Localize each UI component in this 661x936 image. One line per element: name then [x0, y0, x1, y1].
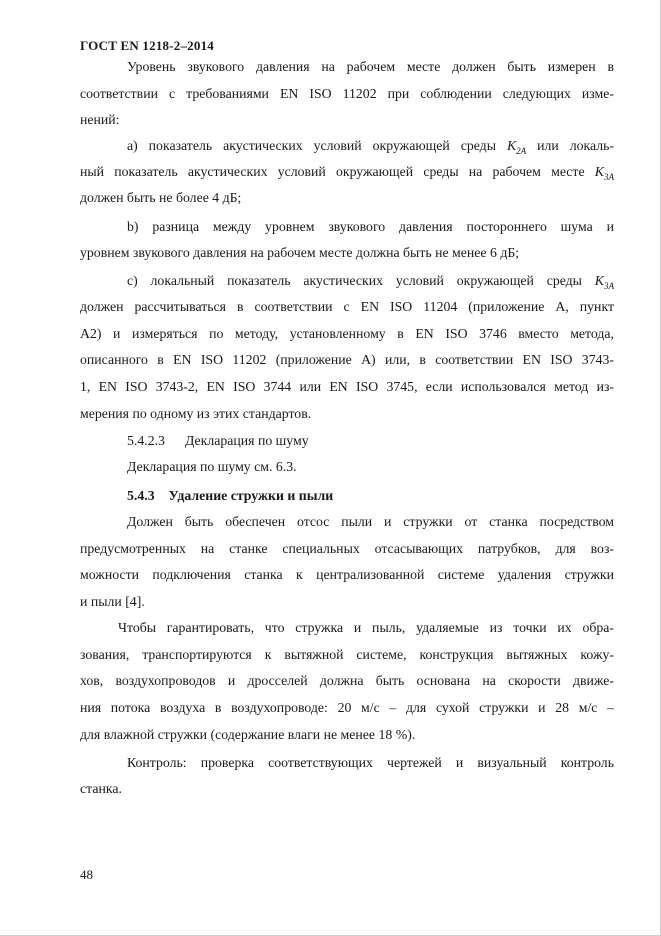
text-line: должен быть не более 4 дБ;	[80, 190, 242, 205]
text-line: описанного в EN ISO 11202 (приложение А) или, в соответствии EN ISO 3743-	[80, 352, 614, 367]
text-line: b) разница между уровнем звукового давления постороннего шума и	[127, 219, 614, 234]
text-line: А2) и измеряться по методу, установленному в EN ISO 3746 вместо метода,	[80, 326, 614, 341]
text-line: для влажной стружки (содержание влаги не менее 18 %).	[80, 727, 416, 742]
text-line: и пыли [4].	[80, 594, 145, 609]
page-number: 48	[80, 867, 93, 882]
text-line: ный показатель акустических условий окружающей среды на рабочем месте $K_{3A}$	[80, 164, 614, 182]
text-line: станка.	[80, 781, 122, 796]
text-line: Чтобы гарантировать, что стружка и пыль, удаляемые из точки их обра-	[118, 620, 614, 635]
k3a-symbol: $K_{3A}$	[594, 273, 614, 291]
text-line: ния потока воздуха в воздухопроводе: 20 м/с – для сухой стружки и 28 м/с –	[80, 700, 614, 715]
text-line: должен рассчитываться в соответствии с EN ISO 11204 (приложение А, пункт	[80, 299, 614, 314]
text-line: мерения по одному из этих стандартов.	[80, 406, 312, 421]
text-line: предусмотренных на станке специальных отсасывающих патрубков, для воз-	[80, 541, 614, 556]
k3a-symbol: $K_{3A}$	[594, 164, 614, 182]
text-line: Должен быть обеспечен отсос пыли и стружки от станка посредством	[127, 514, 614, 529]
text-line: нений:	[80, 112, 120, 127]
text-line: а) показатель акустических условий окружающей среды $K_{2A}$ или локаль-	[127, 138, 614, 156]
text-line: с) локальный показатель акустических условий окружающей среды $K_{3A}$	[127, 273, 614, 291]
section-heading-5-4-2-3: 5.4.2.3 Декларация по шуму	[127, 433, 309, 448]
text-line: Уровень звукового давления на рабочем месте должен быть измерен в	[127, 59, 614, 74]
document-header: ГОСТ EN 1218-2–2014	[80, 38, 214, 53]
section-heading-5-4-3: 5.4.3 Удаление стружки и пыли	[127, 488, 334, 503]
text-line: 1, EN ISO 3743-2, EN ISO 3744 или EN ISO 3745, если использовался метод из-	[80, 379, 614, 394]
text-line: Контроль: проверка соответствующих чертежей и визуальный контроль	[127, 755, 614, 770]
text-line: зования, транспортируются к вытяжной системе, конструкция вытяжных кожу-	[80, 647, 614, 662]
text-line: Декларация по шуму см. 6.3.	[127, 459, 297, 474]
text-line: уровнем звукового давления на рабочем месте должна быть не менее 6 дБ;	[80, 245, 520, 260]
text-line: можности подключения станка к централизованной системе удаления стружки	[80, 567, 614, 582]
text-line: хов, воздухопроводов и дросселей должна быть основана на скорости движе-	[80, 673, 614, 688]
text-line: соответствии с требованиями EN ISO 11202 при соблюдении следующих изме-	[80, 86, 614, 101]
k2a-symbol: $K_{2A}$	[506, 138, 527, 156]
